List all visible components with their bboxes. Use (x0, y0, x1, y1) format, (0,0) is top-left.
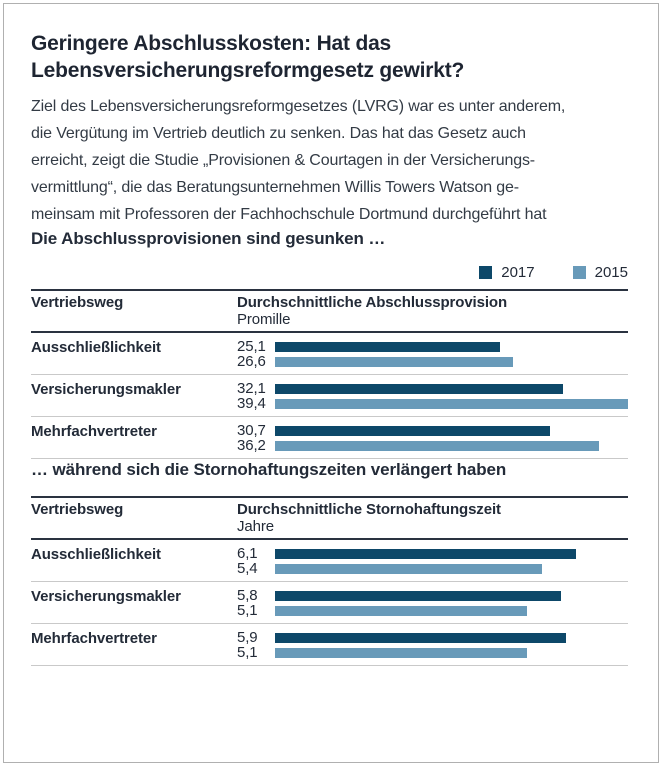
row-bars (237, 630, 628, 660)
legend-item-2017 (479, 264, 534, 281)
bar-2017 (275, 549, 576, 559)
category-label: Ausschließlichkeit (31, 339, 161, 356)
bar-line-2015 (237, 438, 628, 453)
value-label: Durchschnittliche Stornohaftungszeit (237, 501, 501, 518)
value-2017: 32,1 (237, 380, 266, 397)
provisions-table (31, 289, 628, 459)
bar-track (275, 549, 628, 559)
intro-line: Ziel des Lebensversicherungsreformgesetzes (LVRG) war es unter anderem, (31, 98, 566, 115)
row-bars (237, 423, 628, 453)
legend-item-2015 (573, 264, 628, 281)
legend (31, 264, 628, 281)
value-2017: 30,7 (237, 422, 266, 439)
bar-line-2017 (237, 381, 628, 396)
bar-track (275, 342, 628, 352)
bar-track (275, 648, 628, 658)
bar-2017 (275, 426, 550, 436)
bar-line-2017 (237, 339, 628, 354)
bar-track (275, 357, 628, 367)
value-2015: 26,6 (237, 353, 266, 370)
bar-2015 (275, 648, 527, 658)
bar-2015 (275, 357, 513, 367)
column-header-value (237, 501, 628, 535)
chart-section-stornohaftung (31, 459, 628, 666)
value-unit: Promille (237, 311, 291, 328)
bar-line-2015 (237, 561, 628, 576)
table-header (31, 289, 628, 333)
bar-line-2017 (237, 630, 628, 645)
stornohaftung-table (31, 496, 628, 666)
value-2015: 36,2 (237, 437, 266, 454)
column-header-value (237, 294, 628, 328)
value-2017: 5,9 (237, 629, 258, 646)
bar-line-2017 (237, 588, 628, 603)
page-title-line1: Geringere Abschlusskosten: Hat das (31, 32, 392, 55)
bar-2017 (275, 342, 500, 352)
legend-swatch-2015-icon (573, 266, 586, 279)
page-title (31, 30, 628, 84)
bar-2015 (275, 564, 542, 574)
content-area (31, 0, 628, 666)
category-label: Versicherungsmakler (31, 588, 181, 605)
category-label: Mehrfachvertreter (31, 423, 157, 440)
legend-label-2017: 2017 (501, 264, 535, 281)
category-label: Versicherungsmakler (31, 381, 181, 398)
row-bars (237, 381, 628, 411)
category-label: Ausschließlichkeit (31, 546, 161, 563)
value-2015: 5,1 (237, 644, 258, 661)
table-row (31, 582, 628, 624)
value-2017: 6,1 (237, 545, 258, 562)
intro-paragraph (31, 93, 628, 228)
bar-line-2015 (237, 645, 628, 660)
bar-2015 (275, 399, 628, 409)
table-row (31, 540, 628, 582)
intro-line: die Vergütung im Vertrieb deutlich zu senken. Das hat das Gesetz auch (31, 125, 526, 142)
bar-track (275, 399, 628, 409)
bar-track (275, 564, 628, 574)
bar-track (275, 633, 628, 643)
value-2017: 5,8 (237, 587, 258, 604)
bar-2017 (275, 633, 566, 643)
table-row (31, 624, 628, 666)
bar-2017 (275, 384, 563, 394)
intro-line: vermittlung“, die das Beratungsunternehmen Willis Towers Watson ge- (31, 179, 519, 196)
table-row (31, 333, 628, 375)
intro-line: meinsam mit Professoren der Fachhochschule Dortmund durchgeführt hat (31, 206, 547, 223)
section-heading-stornohaftung: … während sich die Stornohaftungszeiten verlängert haben (31, 460, 507, 479)
legend-label-2015: 2015 (594, 264, 628, 281)
table-row (31, 375, 628, 417)
bar-track (275, 591, 628, 601)
bar-track (275, 441, 628, 451)
table-row (31, 417, 628, 459)
page-title-line2: Lebensversicherungsreformgesetz gewirkt? (31, 59, 465, 82)
value-2015: 39,4 (237, 395, 266, 412)
bar-line-2015 (237, 396, 628, 411)
row-bars (237, 339, 628, 369)
bar-line-2015 (237, 354, 628, 369)
value-label: Durchschnittliche Abschlussprovision (237, 294, 508, 311)
value-unit: Jahre (237, 518, 275, 535)
column-header-vertriebsweg: Vertriebsweg (31, 501, 124, 518)
bar-line-2015 (237, 603, 628, 618)
bar-2017 (275, 591, 561, 601)
section-heading-provisions: Die Abschlussprovisionen sind gesunken … (31, 229, 386, 248)
bar-line-2017 (237, 423, 628, 438)
value-2015: 5,4 (237, 560, 258, 577)
bar-2015 (275, 441, 599, 451)
legend-swatch-2017-icon (479, 266, 492, 279)
bar-track (275, 426, 628, 436)
row-bars (237, 588, 628, 618)
bar-line-2017 (237, 546, 628, 561)
intro-line: erreicht, zeigt die Studie „Provisionen & Courtagen in der Versicherungs- (31, 152, 535, 169)
bar-track (275, 384, 628, 394)
column-header-vertriebsweg: Vertriebsweg (31, 294, 124, 311)
bar-2015 (275, 606, 527, 616)
value-2015: 5,1 (237, 602, 258, 619)
category-label: Mehrfachvertreter (31, 630, 157, 647)
bar-track (275, 606, 628, 616)
table-header (31, 496, 628, 540)
chart-section-provisions (31, 228, 628, 459)
row-bars (237, 546, 628, 576)
value-2017: 25,1 (237, 338, 266, 355)
